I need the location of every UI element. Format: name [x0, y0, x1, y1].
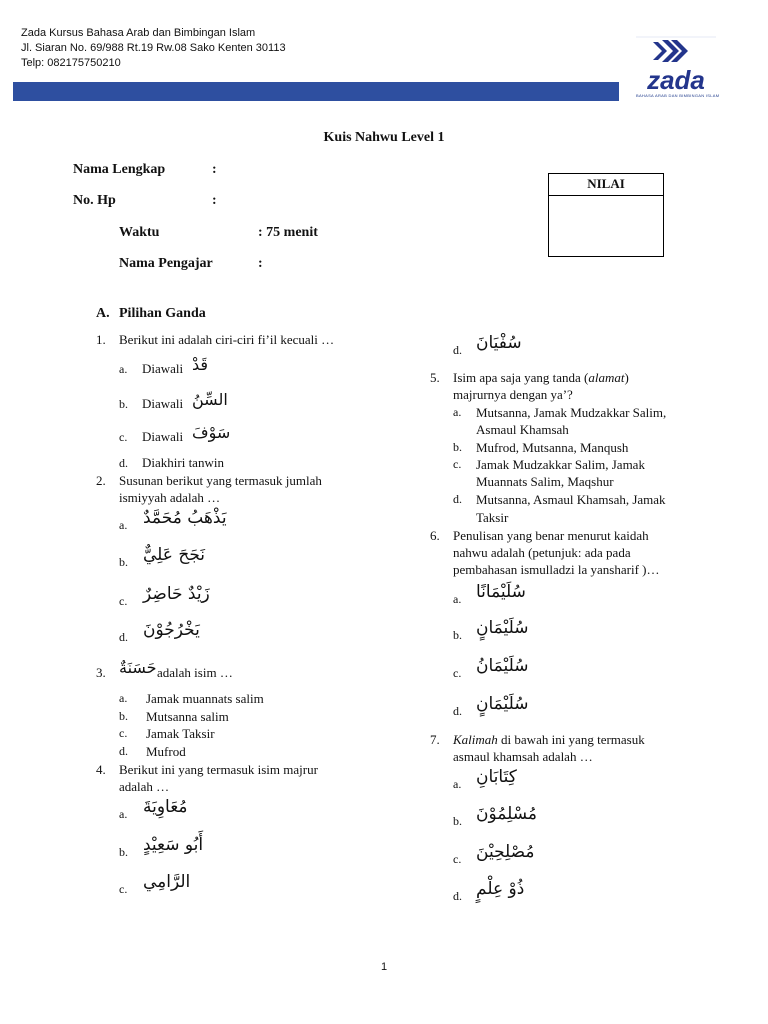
option-arabic: يَذْهَبُ مُحَمَّدٌ: [143, 508, 227, 528]
option-arabic: سُلَيْمَانٍ: [476, 618, 529, 638]
option-text: Diawali: [142, 429, 184, 444]
question-text: pembahasan ismulladzi la yansharif )…: [453, 562, 660, 577]
name-label: Nama Lengkap: [73, 162, 166, 177]
option-letter: d.: [119, 744, 128, 758]
option-letter: b.: [119, 397, 128, 411]
question-text: majrurnya dengan ya’?: [453, 387, 573, 402]
option-letter: a.: [453, 777, 462, 791]
option-arabic: مُسْلِمُوْنَ: [476, 804, 537, 824]
option-text: Mutsanna salim: [146, 709, 229, 724]
option-arabic: أَبُو سَعِيْدٍ: [143, 835, 204, 855]
option-text: Diakhiri tanwin: [142, 455, 224, 470]
option-arabic: سُلَيْمَانُ: [476, 656, 529, 676]
question-text: Berikut ini adalah ciri-ciri fi’il kecuali …: [119, 332, 335, 347]
score-label: NILAI: [549, 174, 663, 196]
header-band: [13, 82, 619, 101]
question-text: Kalimah di bawah ini yang termasuk: [453, 732, 645, 747]
section-letter: A.: [96, 306, 110, 321]
option-letter: a.: [453, 405, 462, 419]
question-arabic: حَسَنَةٌ: [119, 658, 157, 677]
question-text: Susunan berikut yang termasuk jumlah: [119, 473, 322, 488]
option-text: Mufrod: [146, 744, 186, 759]
option-arabic: السِّنُ: [192, 390, 228, 409]
option-letter: b.: [453, 814, 462, 828]
option-arabic: سَوْفَ: [192, 423, 231, 442]
option-letter: c.: [119, 594, 128, 608]
option-text: Asmaul Khamsah: [476, 422, 569, 437]
option-letter: d.: [119, 456, 128, 470]
option-text: Muannats Salim, Maqshur: [476, 474, 614, 489]
option-letter: c.: [119, 726, 128, 740]
option-arabic: نَجَحَ عَلِيٌّ: [143, 545, 206, 565]
question-text: Berikut ini yang termasuk isim majrur: [119, 762, 318, 777]
question-text: ismiyyah adalah …: [119, 490, 221, 505]
org-phone: Telp: 082175750210: [21, 57, 121, 69]
option-text: Mutsanna, Asmaul Khamsah, Jamak: [476, 492, 666, 507]
option-letter: a.: [119, 518, 128, 532]
option-arabic: يَخْرُجُوْنَ: [143, 620, 200, 640]
option-text: Jamak muannats salim: [146, 691, 264, 706]
teacher-colon: :: [258, 256, 263, 271]
question-number: 5.: [430, 370, 440, 385]
option-arabic: سُلَيْمَانًا: [476, 582, 526, 602]
phone-colon: :: [212, 193, 217, 208]
org-name: Zada Kursus Bahasa Arab dan Bimbingan Islam: [21, 27, 256, 39]
option-arabic: سُلَيْمَانٍ: [476, 694, 529, 714]
option-text: Diawali: [142, 361, 184, 376]
question-text: adalah …: [119, 779, 170, 794]
option-letter: d.: [453, 343, 462, 357]
section-title: Pilihan Ganda: [119, 306, 206, 321]
question-text: nahwu adalah (petunjuk: ada pada: [453, 545, 631, 560]
time-value: : 75 menit: [258, 225, 318, 240]
page-title: Kuis Nahwu Level 1: [323, 130, 445, 145]
teacher-label: Nama Pengajar: [119, 256, 213, 271]
option-letter: b.: [119, 709, 128, 723]
logo-subtext: BAHASA ARAB DAN BIMBINGAN ISLAM: [636, 93, 720, 98]
option-letter: d.: [453, 704, 462, 718]
name-colon: :: [212, 162, 217, 177]
phone-label: No. Hp: [73, 193, 116, 208]
option-arabic: كِتَابَانِ: [476, 767, 517, 787]
page-number: 1: [380, 961, 388, 973]
question-text: Isim apa saja yang tanda (alamat): [453, 370, 629, 385]
question-number: 7.: [430, 732, 440, 747]
option-arabic: مُصْلِحِيْنَ: [476, 842, 535, 862]
option-text: Jamak Mudzakkar Salim, Jamak: [476, 457, 645, 472]
question-number: 1.: [96, 332, 106, 347]
question-text: adalah isim …: [157, 665, 233, 680]
option-letter: a.: [453, 592, 462, 606]
option-letter: a.: [119, 362, 128, 376]
question-number: 4.: [96, 762, 106, 777]
option-letter: c.: [453, 852, 462, 866]
option-text: Mufrod, Mutsanna, Manqush: [476, 440, 629, 455]
option-letter: d.: [119, 630, 128, 644]
option-letter: b.: [453, 440, 462, 454]
option-text: Mutsanna, Jamak Mudzakkar Salim,: [476, 405, 667, 420]
option-arabic: الرَّامِي: [143, 872, 191, 892]
logo-wordmark: zada: [647, 65, 705, 95]
option-arabic: ذُوْ عِلْمٍ: [476, 879, 525, 899]
option-arabic: مُعَاوِيَةَ: [143, 797, 188, 817]
option-letter: a.: [119, 691, 128, 705]
option-letter: b.: [453, 628, 462, 642]
option-arabic: قَدْ: [192, 355, 209, 374]
question-number: 2.: [96, 473, 106, 488]
question-text: asmaul khamsah adalah …: [453, 749, 593, 764]
option-letter: c.: [119, 430, 128, 444]
option-letter: c.: [453, 666, 462, 680]
option-arabic: زَيْدٌ حَاضِرٌ: [143, 584, 210, 604]
option-letter: b.: [119, 555, 128, 569]
option-text: Diawali: [142, 396, 184, 411]
option-text: Taksir: [476, 510, 509, 525]
question-text: Penulisan yang benar menurut kaidah: [453, 528, 649, 543]
question-number: 6.: [430, 528, 440, 543]
option-letter: c.: [119, 882, 128, 896]
time-label: Waktu: [119, 225, 160, 240]
question-number: 3.: [96, 665, 106, 680]
option-letter: d.: [453, 492, 462, 506]
option-letter: b.: [119, 845, 128, 859]
score-box: [548, 173, 664, 257]
org-address: Jl. Siaran No. 69/988 Rt.19 Rw.08 Sako Kenten 30113: [21, 42, 286, 54]
option-letter: c.: [453, 457, 462, 471]
option-letter: a.: [119, 807, 128, 821]
option-letter: d.: [453, 889, 462, 903]
option-text: Jamak Taksir: [146, 726, 215, 741]
option-arabic: سُفْيَانَ: [476, 333, 522, 353]
